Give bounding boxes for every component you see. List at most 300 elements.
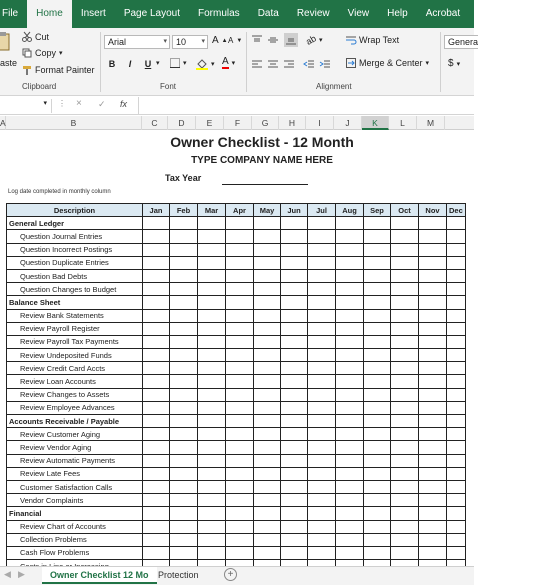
month-cell[interactable] xyxy=(336,322,364,335)
month-cell[interactable] xyxy=(419,415,447,428)
month-cell[interactable] xyxy=(336,546,364,559)
month-cell[interactable] xyxy=(308,454,336,467)
month-cell[interactable] xyxy=(336,230,364,243)
month-cell[interactable] xyxy=(170,467,198,480)
month-cell[interactable] xyxy=(170,533,198,546)
month-cell[interactable] xyxy=(419,428,447,441)
decrease-indent-button[interactable] xyxy=(304,59,314,69)
checklist-item[interactable]: Review Late Fees xyxy=(7,467,143,480)
month-cell[interactable] xyxy=(143,322,170,335)
month-cell[interactable] xyxy=(391,362,419,375)
month-cell[interactable] xyxy=(308,441,336,454)
month-cell[interactable] xyxy=(308,335,336,348)
formula-input[interactable] xyxy=(138,97,474,114)
month-cell[interactable] xyxy=(254,441,281,454)
month-cell[interactable] xyxy=(226,375,254,388)
month-cell[interactable] xyxy=(281,256,308,269)
month-cell[interactable] xyxy=(364,375,391,388)
font-name-select[interactable] xyxy=(104,35,170,49)
month-cell[interactable] xyxy=(254,494,281,507)
sheet-tab-protection[interactable]: Protection xyxy=(158,570,199,580)
month-cell[interactable] xyxy=(336,283,364,296)
align-bottom-button[interactable] xyxy=(284,33,298,47)
month-cell[interactable] xyxy=(391,283,419,296)
paste-icon[interactable] xyxy=(0,32,12,52)
month-cell[interactable] xyxy=(308,401,336,414)
month-cell[interactable] xyxy=(170,494,198,507)
month-cell[interactable] xyxy=(170,454,198,467)
italic-button[interactable]: I xyxy=(128,59,132,69)
month-cell[interactable] xyxy=(254,533,281,546)
month-cell[interactable] xyxy=(254,335,281,348)
checklist-item[interactable]: Review Payroll Tax Payments xyxy=(7,335,143,348)
month-cell[interactable] xyxy=(364,428,391,441)
month-cell[interactable] xyxy=(336,520,364,533)
tab-file[interactable]: File xyxy=(2,8,19,19)
font-size-select[interactable] xyxy=(172,35,208,49)
checklist-item[interactable]: Review Credit Card Accts xyxy=(7,362,143,375)
checklist-item[interactable]: Review Employee Advances xyxy=(7,401,143,414)
month-cell[interactable] xyxy=(391,243,419,256)
month-cell[interactable] xyxy=(308,533,336,546)
month-cell[interactable] xyxy=(198,375,226,388)
month-cell[interactable] xyxy=(447,467,466,480)
month-cell[interactable] xyxy=(226,415,254,428)
month-cell[interactable] xyxy=(391,388,419,401)
scroll-right-icon[interactable]: ▶ xyxy=(18,569,25,579)
month-cell[interactable] xyxy=(254,269,281,282)
month-cell[interactable] xyxy=(226,362,254,375)
month-cell[interactable] xyxy=(364,480,391,493)
month-cell[interactable] xyxy=(198,296,226,309)
month-cell[interactable] xyxy=(419,230,447,243)
month-cell[interactable] xyxy=(281,375,308,388)
month-cell[interactable] xyxy=(364,362,391,375)
column-header-e[interactable]: E xyxy=(196,116,224,130)
month-cell[interactable] xyxy=(226,441,254,454)
checklist-item[interactable]: Review Payroll Register xyxy=(7,322,143,335)
month-cell[interactable] xyxy=(308,309,336,322)
paste-button[interactable] xyxy=(0,58,17,68)
month-cell[interactable] xyxy=(447,243,466,256)
month-cell[interactable] xyxy=(391,401,419,414)
month-cell[interactable] xyxy=(447,441,466,454)
tab-acrobat[interactable]: Acrobat xyxy=(425,8,461,19)
month-cell[interactable] xyxy=(226,335,254,348)
month-cell[interactable] xyxy=(447,520,466,533)
month-cell[interactable] xyxy=(419,349,447,362)
month-cell[interactable] xyxy=(391,349,419,362)
checklist-item[interactable]: Review Changes to Assets xyxy=(7,388,143,401)
month-cell[interactable] xyxy=(336,428,364,441)
month-cell[interactable] xyxy=(364,243,391,256)
month-cell[interactable] xyxy=(198,243,226,256)
month-cell[interactable] xyxy=(419,401,447,414)
month-cell[interactable] xyxy=(254,256,281,269)
month-cell[interactable] xyxy=(364,322,391,335)
month-cell[interactable] xyxy=(419,546,447,559)
column-header-d[interactable]: D xyxy=(168,116,196,130)
month-cell[interactable] xyxy=(336,362,364,375)
month-cell[interactable] xyxy=(447,375,466,388)
checklist-item[interactable]: Question Duplicate Entries xyxy=(7,256,143,269)
month-cell[interactable] xyxy=(281,480,308,493)
month-cell[interactable] xyxy=(198,507,226,520)
month-cell[interactable] xyxy=(336,243,364,256)
add-sheet-icon[interactable]: + xyxy=(224,568,237,581)
month-cell[interactable] xyxy=(364,309,391,322)
month-cell[interactable] xyxy=(419,335,447,348)
month-cell[interactable] xyxy=(281,283,308,296)
month-cell[interactable] xyxy=(226,480,254,493)
month-cell[interactable] xyxy=(281,388,308,401)
month-cell[interactable] xyxy=(281,428,308,441)
month-cell[interactable] xyxy=(336,467,364,480)
month-cell[interactable] xyxy=(391,520,419,533)
increase-indent-button[interactable] xyxy=(320,59,330,69)
month-cell[interactable] xyxy=(419,283,447,296)
column-header-l[interactable]: L xyxy=(389,116,417,130)
month-cell[interactable] xyxy=(198,388,226,401)
month-cell[interactable] xyxy=(143,375,170,388)
month-cell[interactable] xyxy=(336,296,364,309)
month-cell[interactable] xyxy=(391,441,419,454)
month-cell[interactable] xyxy=(226,428,254,441)
month-cell[interactable] xyxy=(419,362,447,375)
month-cell[interactable] xyxy=(447,415,466,428)
month-cell[interactable] xyxy=(170,480,198,493)
month-cell[interactable] xyxy=(281,243,308,256)
tab-help[interactable]: Help xyxy=(387,8,408,19)
section-label[interactable]: Accounts Receivable / Payable xyxy=(7,415,143,428)
month-cell[interactable] xyxy=(226,296,254,309)
month-cell[interactable] xyxy=(254,546,281,559)
month-cell[interactable] xyxy=(447,362,466,375)
name-box[interactable] xyxy=(0,99,52,113)
month-cell[interactable] xyxy=(364,441,391,454)
copy-button[interactable] xyxy=(22,48,63,58)
month-cell[interactable] xyxy=(143,283,170,296)
month-cell[interactable] xyxy=(391,256,419,269)
column-header-f[interactable]: F xyxy=(224,116,252,130)
month-cell[interactable] xyxy=(170,349,198,362)
month-cell[interactable] xyxy=(198,256,226,269)
month-cell[interactable] xyxy=(143,349,170,362)
month-cell[interactable] xyxy=(143,401,170,414)
month-cell[interactable] xyxy=(143,494,170,507)
month-cell[interactable] xyxy=(143,454,170,467)
month-cell[interactable] xyxy=(170,296,198,309)
month-cell[interactable] xyxy=(419,467,447,480)
month-cell[interactable] xyxy=(391,375,419,388)
month-cell[interactable] xyxy=(198,362,226,375)
checklist-item[interactable]: Review Loan Accounts xyxy=(7,375,143,388)
column-header-m[interactable]: M xyxy=(417,116,445,130)
month-cell[interactable] xyxy=(308,230,336,243)
month-cell[interactable] xyxy=(254,375,281,388)
tab-data[interactable]: Data xyxy=(257,8,279,19)
month-cell[interactable] xyxy=(198,415,226,428)
month-cell[interactable] xyxy=(308,480,336,493)
month-cell[interactable] xyxy=(419,520,447,533)
month-cell[interactable] xyxy=(143,243,170,256)
month-cell[interactable] xyxy=(226,269,254,282)
month-cell[interactable] xyxy=(336,533,364,546)
currency-button[interactable]: $ ▾ xyxy=(448,58,461,69)
month-cell[interactable] xyxy=(336,335,364,348)
tab-quickbooks[interactable]: QuickBooks xyxy=(478,8,532,19)
month-cell[interactable] xyxy=(364,546,391,559)
month-cell[interactable] xyxy=(143,335,170,348)
month-cell[interactable] xyxy=(226,454,254,467)
month-cell[interactable] xyxy=(143,388,170,401)
month-cell[interactable] xyxy=(336,349,364,362)
checklist-item[interactable]: Vendor Complaints xyxy=(7,494,143,507)
format-painter-button[interactable] xyxy=(22,65,95,75)
column-header-b[interactable]: B xyxy=(6,116,142,130)
month-cell[interactable] xyxy=(226,283,254,296)
month-cell[interactable] xyxy=(364,467,391,480)
month-cell[interactable] xyxy=(254,480,281,493)
month-cell[interactable] xyxy=(143,507,170,520)
month-cell[interactable] xyxy=(254,362,281,375)
increase-font-button[interactable]: A ▲ xyxy=(212,35,228,46)
month-cell[interactable] xyxy=(143,467,170,480)
month-cell[interactable] xyxy=(198,217,226,230)
month-cell[interactable] xyxy=(419,322,447,335)
month-cell[interactable] xyxy=(170,283,198,296)
month-cell[interactable] xyxy=(336,388,364,401)
month-cell[interactable] xyxy=(143,217,170,230)
month-cell[interactable] xyxy=(143,362,170,375)
month-cell[interactable] xyxy=(170,388,198,401)
month-cell[interactable] xyxy=(281,415,308,428)
month-cell[interactable] xyxy=(226,507,254,520)
month-cell[interactable] xyxy=(391,467,419,480)
copy-dropdown-icon[interactable]: ▾ xyxy=(59,50,63,57)
month-cell[interactable] xyxy=(281,349,308,362)
month-cell[interactable] xyxy=(364,533,391,546)
month-cell[interactable] xyxy=(336,454,364,467)
month-cell[interactable] xyxy=(447,283,466,296)
month-cell[interactable] xyxy=(198,335,226,348)
month-cell[interactable] xyxy=(364,494,391,507)
month-cell[interactable] xyxy=(391,217,419,230)
month-cell[interactable] xyxy=(143,533,170,546)
month-cell[interactable] xyxy=(226,309,254,322)
month-cell[interactable] xyxy=(170,428,198,441)
checklist-item[interactable]: Question Bad Debts xyxy=(7,269,143,282)
month-cell[interactable] xyxy=(391,415,419,428)
month-cell[interactable] xyxy=(308,428,336,441)
month-cell[interactable] xyxy=(364,335,391,348)
month-cell[interactable] xyxy=(308,415,336,428)
month-cell[interactable] xyxy=(143,428,170,441)
month-cell[interactable] xyxy=(391,269,419,282)
month-cell[interactable] xyxy=(254,322,281,335)
month-cell[interactable] xyxy=(143,309,170,322)
month-cell[interactable] xyxy=(391,335,419,348)
checklist-item[interactable]: Review Customer Aging xyxy=(7,428,143,441)
tab-view[interactable]: View xyxy=(347,8,370,19)
column-header-k[interactable]: K xyxy=(362,116,389,130)
month-cell[interactable] xyxy=(226,401,254,414)
month-cell[interactable] xyxy=(254,296,281,309)
month-cell[interactable] xyxy=(336,480,364,493)
month-cell[interactable] xyxy=(419,269,447,282)
scroll-left-icon[interactable]: ◀ xyxy=(4,569,11,579)
month-cell[interactable] xyxy=(308,256,336,269)
month-cell[interactable] xyxy=(364,269,391,282)
month-cell[interactable] xyxy=(226,349,254,362)
month-cell[interactable] xyxy=(198,230,226,243)
month-cell[interactable] xyxy=(364,256,391,269)
month-cell[interactable] xyxy=(391,507,419,520)
month-cell[interactable] xyxy=(143,296,170,309)
section-label[interactable]: General Ledger xyxy=(7,217,143,230)
month-cell[interactable] xyxy=(170,217,198,230)
section-label[interactable]: Financial xyxy=(7,507,143,520)
month-cell[interactable] xyxy=(308,520,336,533)
month-cell[interactable] xyxy=(336,494,364,507)
month-cell[interactable] xyxy=(308,546,336,559)
month-cell[interactable] xyxy=(143,256,170,269)
tab-formulas[interactable]: Formulas xyxy=(198,8,240,19)
month-cell[interactable] xyxy=(447,454,466,467)
month-cell[interactable] xyxy=(170,243,198,256)
month-cell[interactable] xyxy=(336,256,364,269)
month-cell[interactable] xyxy=(391,494,419,507)
month-cell[interactable] xyxy=(170,335,198,348)
cancel-formula-button[interactable]: × xyxy=(76,98,82,109)
checklist-item[interactable]: Question Incorrect Postings xyxy=(7,243,143,256)
checklist-item[interactable]: Question Journal Entries xyxy=(7,230,143,243)
month-cell[interactable] xyxy=(170,375,198,388)
month-cell[interactable] xyxy=(308,362,336,375)
month-cell[interactable] xyxy=(281,507,308,520)
month-cell[interactable] xyxy=(281,269,308,282)
month-cell[interactable] xyxy=(364,415,391,428)
month-cell[interactable] xyxy=(447,388,466,401)
month-cell[interactable] xyxy=(336,217,364,230)
number-format-select[interactable] xyxy=(444,35,478,49)
month-cell[interactable] xyxy=(254,415,281,428)
month-cell[interactable] xyxy=(308,375,336,388)
month-cell[interactable] xyxy=(447,494,466,507)
month-cell[interactable] xyxy=(254,230,281,243)
month-cell[interactable] xyxy=(281,546,308,559)
month-cell[interactable] xyxy=(364,230,391,243)
month-cell[interactable] xyxy=(419,533,447,546)
month-cell[interactable] xyxy=(336,507,364,520)
checklist-item[interactable]: Question Changes to Budget xyxy=(7,283,143,296)
month-cell[interactable] xyxy=(226,533,254,546)
month-cell[interactable] xyxy=(308,243,336,256)
month-cell[interactable] xyxy=(391,296,419,309)
borders-button[interactable]: ▾ xyxy=(170,58,187,68)
month-cell[interactable] xyxy=(143,230,170,243)
month-cell[interactable] xyxy=(198,454,226,467)
month-cell[interactable] xyxy=(391,546,419,559)
month-cell[interactable] xyxy=(308,467,336,480)
month-cell[interactable] xyxy=(198,269,226,282)
month-cell[interactable] xyxy=(254,520,281,533)
month-cell[interactable] xyxy=(447,309,466,322)
month-cell[interactable] xyxy=(447,335,466,348)
month-cell[interactable] xyxy=(336,441,364,454)
enter-formula-button[interactable]: ✓ xyxy=(98,99,106,109)
month-cell[interactable] xyxy=(364,349,391,362)
orientation-button[interactable]: ab ▾ xyxy=(304,33,323,47)
month-cell[interactable] xyxy=(198,467,226,480)
checklist-item[interactable]: Review Bank Statements xyxy=(7,309,143,322)
month-cell[interactable] xyxy=(254,454,281,467)
month-cell[interactable] xyxy=(308,283,336,296)
month-cell[interactable] xyxy=(308,269,336,282)
month-cell[interactable] xyxy=(419,217,447,230)
month-cell[interactable] xyxy=(364,520,391,533)
checklist-item[interactable]: Review Vendor Aging xyxy=(7,441,143,454)
month-cell[interactable] xyxy=(198,533,226,546)
month-cell[interactable] xyxy=(391,309,419,322)
month-cell[interactable] xyxy=(447,269,466,282)
month-cell[interactable] xyxy=(254,243,281,256)
column-header-j[interactable]: J xyxy=(334,116,362,130)
month-cell[interactable] xyxy=(281,230,308,243)
month-cell[interactable] xyxy=(198,322,226,335)
month-cell[interactable] xyxy=(364,454,391,467)
month-cell[interactable] xyxy=(391,454,419,467)
month-cell[interactable] xyxy=(419,507,447,520)
month-cell[interactable] xyxy=(226,388,254,401)
month-cell[interactable] xyxy=(254,388,281,401)
month-cell[interactable] xyxy=(226,256,254,269)
fill-color-button[interactable]: ▾ xyxy=(196,58,215,70)
month-cell[interactable] xyxy=(447,480,466,493)
month-cell[interactable] xyxy=(143,520,170,533)
month-cell[interactable] xyxy=(281,533,308,546)
align-center-button[interactable] xyxy=(268,59,278,69)
month-cell[interactable] xyxy=(281,441,308,454)
month-cell[interactable] xyxy=(281,362,308,375)
month-cell[interactable] xyxy=(254,349,281,362)
month-cell[interactable] xyxy=(447,349,466,362)
month-cell[interactable] xyxy=(170,322,198,335)
month-cell[interactable] xyxy=(143,269,170,282)
month-cell[interactable] xyxy=(391,533,419,546)
checklist-item[interactable]: Review Chart of Accounts xyxy=(7,520,143,533)
column-header-c[interactable]: C xyxy=(142,116,168,130)
tab-insert[interactable]: Insert xyxy=(80,8,106,19)
underline-button[interactable]: U xyxy=(144,59,152,69)
month-cell[interactable] xyxy=(391,230,419,243)
month-cell[interactable] xyxy=(254,467,281,480)
month-cell[interactable] xyxy=(281,454,308,467)
month-cell[interactable] xyxy=(170,401,198,414)
month-cell[interactable] xyxy=(254,428,281,441)
month-cell[interactable] xyxy=(419,441,447,454)
month-cell[interactable] xyxy=(198,520,226,533)
month-cell[interactable] xyxy=(308,494,336,507)
month-cell[interactable] xyxy=(254,401,281,414)
checklist-item[interactable]: Review Automatic Payments xyxy=(7,454,143,467)
month-cell[interactable] xyxy=(281,401,308,414)
align-right-button[interactable] xyxy=(284,59,294,69)
tab-home[interactable]: Home xyxy=(27,0,72,28)
month-cell[interactable] xyxy=(419,388,447,401)
month-cell[interactable] xyxy=(198,480,226,493)
cut-button[interactable] xyxy=(22,32,49,42)
